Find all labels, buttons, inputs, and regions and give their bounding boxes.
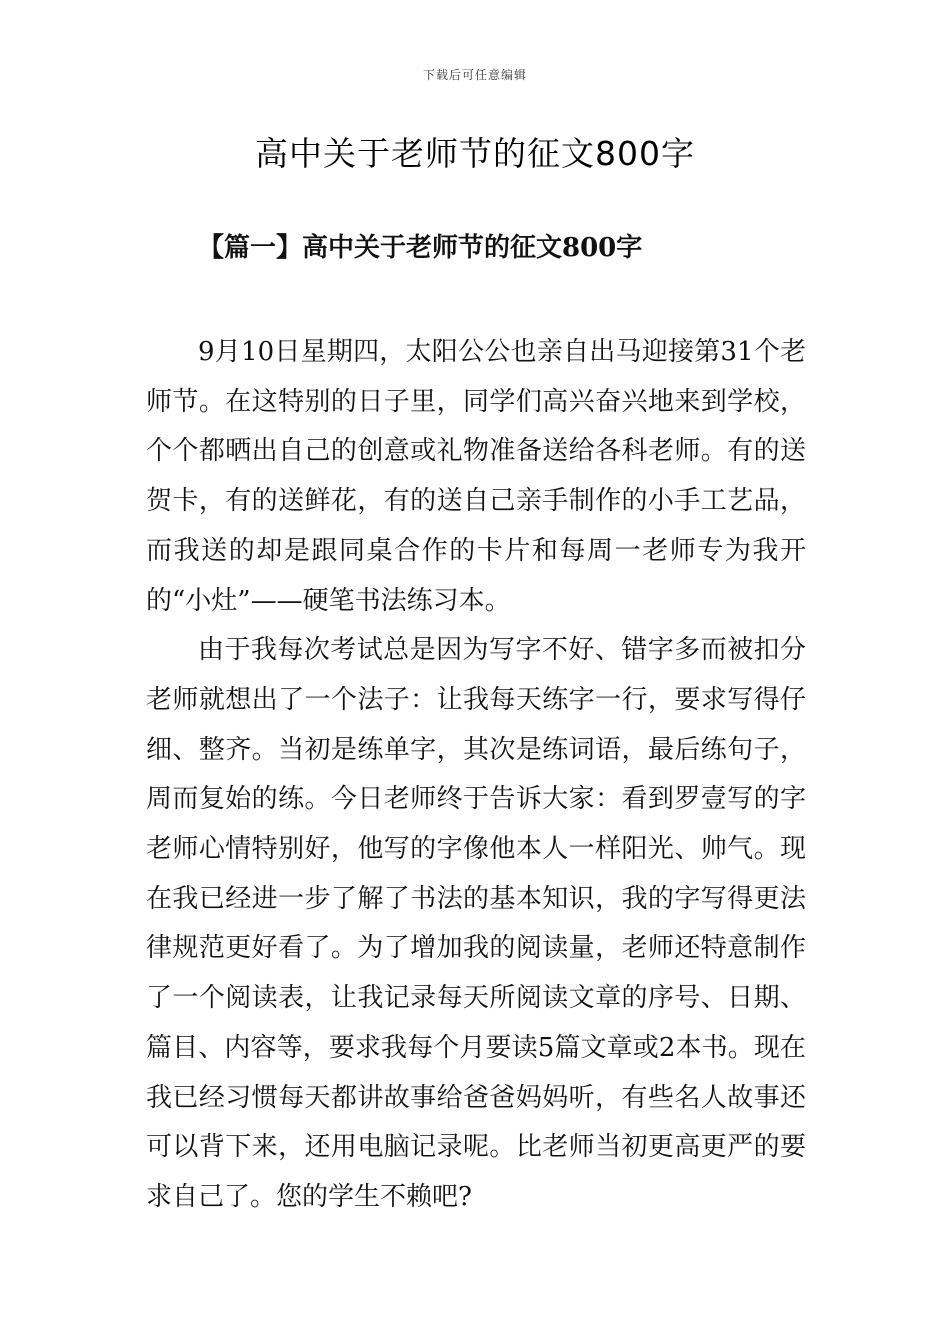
header-note: 下载后可任意编辑 [422,68,527,82]
section-heading: 【篇一】高中关于老师节的征文800字 [198,233,643,263]
article-body [146,328,806,1223]
paragraph: 由于我每次考试总是因为写字不好、错字多而被扣分老师就想出了一个法子：让我每天练字一行，要求写得仔细、整齐。当初是练单字，其次是练词语，最后练句子，周而复始的练。今日老师终于告诉大家：看到罗壹写的字老师心情特别好，他写的字像他本人一样阳光、帅气。现在我已经进一步了解了书法的基本知识，我的字写得更法律规范更好看了。为了增加我的阅读量，老师还特意制作了一个阅读表，让我记录每天所阅读文章的序号、日期、篇目、内容等，要求我每个月要读5篇文章或2本书。现在我已经习惯每天都讲故事给爸爸妈妈听，有些名人故事还可以背下来，还用电脑记录呢。比老师当初更高更严的要求自己了。您的学生不赖吧? [146,635,806,1212]
paragraph: 9月10日星期四，太阳公公也亲自出马迎接第31个老师节。在这特别的日子里，同学们高兴奋兴地来到学校，个个都晒出自己的创意或礼物准备送给各科老师。有的送贺卡，有的送鲜花，有的送自己亲手制作的小手工艺品，而我送的却是跟同桌合作的卡片和每周一老师专为我开的“小灶”——硬笔书法练习本。 [146,337,806,616]
document-title: 高中关于老师节的征文800字 [255,134,695,173]
